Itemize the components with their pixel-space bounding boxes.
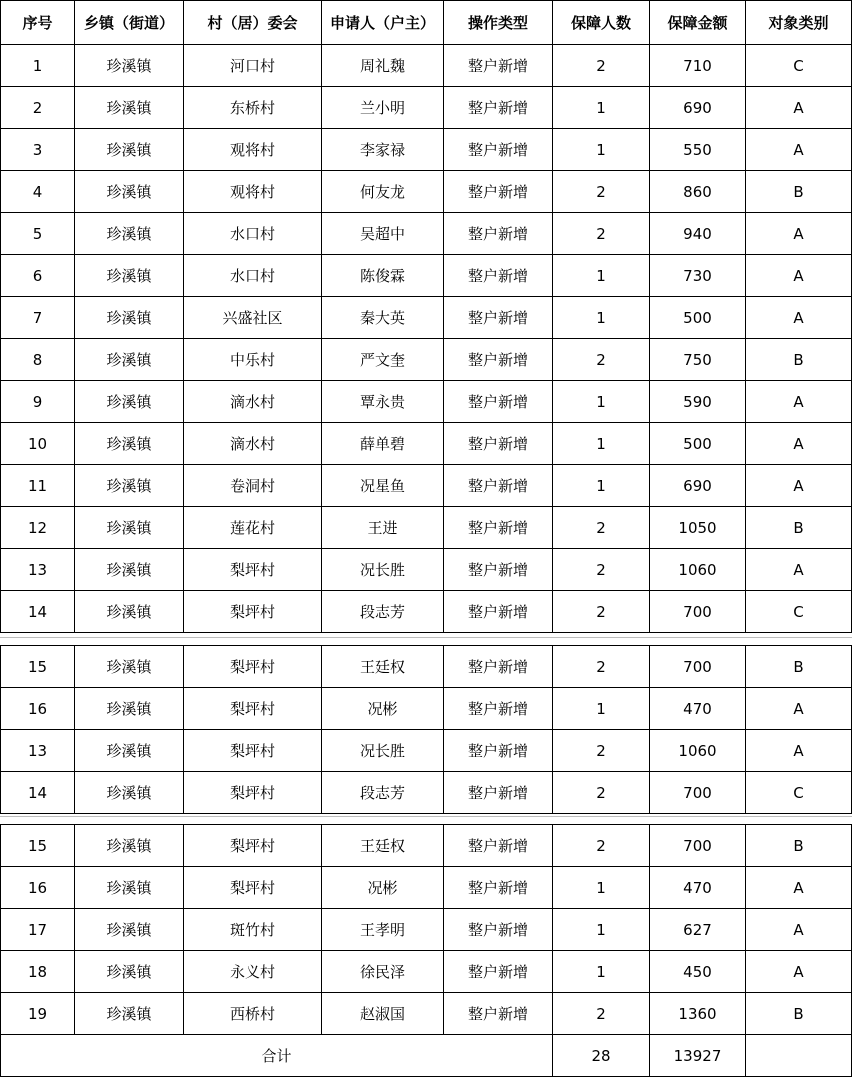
- cell-operation: 整户新增: [444, 45, 553, 87]
- table-row: [1, 867, 852, 909]
- cell-village: 观将村: [184, 129, 322, 171]
- relief-table-part-3: [0, 824, 852, 1077]
- cell-index: 16: [1, 867, 75, 909]
- cell-town: 珍溪镇: [75, 297, 184, 339]
- cell-category: A: [746, 688, 852, 730]
- cell-operation: 整户新增: [444, 297, 553, 339]
- cell-people: 1: [553, 297, 650, 339]
- cell-people: 2: [553, 730, 650, 772]
- cell-amount: 700: [650, 646, 746, 688]
- cell-village: 水口村: [184, 255, 322, 297]
- cell-operation: 整户新增: [444, 507, 553, 549]
- cell-applicant: 秦大英: [322, 297, 444, 339]
- cell-operation: 整户新增: [444, 867, 553, 909]
- table-row: [1, 688, 852, 730]
- cell-applicant: 况彬: [322, 688, 444, 730]
- cell-category: A: [746, 730, 852, 772]
- cell-people: 2: [553, 171, 650, 213]
- cell-amount: 700: [650, 591, 746, 633]
- cell-people: 1: [553, 465, 650, 507]
- table-row: [1, 951, 852, 993]
- cell-category: A: [746, 213, 852, 255]
- cell-people: 2: [553, 993, 650, 1035]
- cell-amount: 710: [650, 45, 746, 87]
- cell-category: A: [746, 297, 852, 339]
- cell-operation: 整户新增: [444, 465, 553, 507]
- cell-index: 8: [1, 339, 75, 381]
- cell-town: 珍溪镇: [75, 507, 184, 549]
- table-row: [1, 591, 852, 633]
- cell-index: 6: [1, 255, 75, 297]
- cell-applicant: 段志芳: [322, 591, 444, 633]
- cell-town: 珍溪镇: [75, 129, 184, 171]
- table-row: [1, 825, 852, 867]
- cell-amount: 700: [650, 825, 746, 867]
- cell-index: 11: [1, 465, 75, 507]
- cell-people: 2: [553, 646, 650, 688]
- cell-town: 珍溪镇: [75, 730, 184, 772]
- cell-amount: 700: [650, 772, 746, 814]
- cell-village: 梨坪村: [184, 825, 322, 867]
- cell-applicant: 王孝明: [322, 909, 444, 951]
- cell-operation: 整户新增: [444, 772, 553, 814]
- cell-town: 珍溪镇: [75, 867, 184, 909]
- cell-town: 珍溪镇: [75, 951, 184, 993]
- total-amount: 13927: [650, 1035, 746, 1077]
- cell-amount: 590: [650, 381, 746, 423]
- table-segment-2: [0, 645, 851, 814]
- cell-people: 1: [553, 381, 650, 423]
- cell-town: 珍溪镇: [75, 87, 184, 129]
- header-category: 对象类别: [746, 1, 852, 45]
- cell-operation: 整户新增: [444, 951, 553, 993]
- cell-town: 珍溪镇: [75, 825, 184, 867]
- table-row: [1, 213, 852, 255]
- cell-index: 4: [1, 171, 75, 213]
- table-row: [1, 381, 852, 423]
- table-segment-3: [0, 824, 851, 1077]
- cell-town: 珍溪镇: [75, 993, 184, 1035]
- table-row: [1, 339, 852, 381]
- cell-applicant: 赵淑国: [322, 993, 444, 1035]
- cell-people: 2: [553, 45, 650, 87]
- table-row: [1, 171, 852, 213]
- cell-category: B: [746, 339, 852, 381]
- table-header-row: [1, 1, 852, 45]
- cell-operation: 整户新增: [444, 87, 553, 129]
- relief-table-part-2: [0, 645, 852, 814]
- cell-operation: 整户新增: [444, 646, 553, 688]
- cell-amount: 750: [650, 339, 746, 381]
- cell-applicant: 况长胜: [322, 730, 444, 772]
- table-row: [1, 465, 852, 507]
- cell-town: 珍溪镇: [75, 465, 184, 507]
- cell-village: 永义村: [184, 951, 322, 993]
- cell-village: 梨坪村: [184, 772, 322, 814]
- cell-index: 13: [1, 549, 75, 591]
- cell-category: B: [746, 171, 852, 213]
- cell-category: A: [746, 129, 852, 171]
- cell-town: 珍溪镇: [75, 213, 184, 255]
- cell-people: 1: [553, 423, 650, 465]
- cell-village: 梨坪村: [184, 688, 322, 730]
- cell-village: 卷洞村: [184, 465, 322, 507]
- total-people: 28: [553, 1035, 650, 1077]
- cell-applicant: 陈俊霖: [322, 255, 444, 297]
- table-row: [1, 549, 852, 591]
- header-amount: 保障金额: [650, 1, 746, 45]
- cell-village: 兴盛社区: [184, 297, 322, 339]
- cell-category: A: [746, 867, 852, 909]
- cell-people: 2: [553, 507, 650, 549]
- cell-applicant: 薛单碧: [322, 423, 444, 465]
- cell-amount: 470: [650, 688, 746, 730]
- cell-amount: 860: [650, 171, 746, 213]
- cell-village: 东桥村: [184, 87, 322, 129]
- cell-index: 15: [1, 825, 75, 867]
- cell-town: 珍溪镇: [75, 45, 184, 87]
- cell-town: 珍溪镇: [75, 646, 184, 688]
- cell-village: 河口村: [184, 45, 322, 87]
- cell-applicant: 段志芳: [322, 772, 444, 814]
- cell-index: 12: [1, 507, 75, 549]
- cell-amount: 1060: [650, 730, 746, 772]
- cell-operation: 整户新增: [444, 591, 553, 633]
- cell-operation: 整户新增: [444, 730, 553, 772]
- cell-village: 梨坪村: [184, 646, 322, 688]
- cell-index: 13: [1, 730, 75, 772]
- cell-town: 珍溪镇: [75, 591, 184, 633]
- cell-amount: 500: [650, 297, 746, 339]
- cell-village: 观将村: [184, 171, 322, 213]
- cell-people: 2: [553, 591, 650, 633]
- cell-amount: 690: [650, 87, 746, 129]
- table-row: [1, 129, 852, 171]
- cell-village: 梨坪村: [184, 591, 322, 633]
- cell-index: 2: [1, 87, 75, 129]
- cell-operation: 整户新增: [444, 909, 553, 951]
- cell-operation: 整户新增: [444, 255, 553, 297]
- cell-index: 19: [1, 993, 75, 1035]
- cell-amount: 690: [650, 465, 746, 507]
- cell-category: C: [746, 591, 852, 633]
- cell-amount: 1050: [650, 507, 746, 549]
- header-people: 保障人数: [553, 1, 650, 45]
- table-row: [1, 909, 852, 951]
- cell-town: 珍溪镇: [75, 171, 184, 213]
- cell-town: 珍溪镇: [75, 255, 184, 297]
- cell-operation: 整户新增: [444, 213, 553, 255]
- table-row: [1, 993, 852, 1035]
- cell-amount: 450: [650, 951, 746, 993]
- cell-category: B: [746, 646, 852, 688]
- cell-index: 18: [1, 951, 75, 993]
- cell-applicant: 王廷权: [322, 825, 444, 867]
- cell-village: 水口村: [184, 213, 322, 255]
- cell-category: A: [746, 381, 852, 423]
- cell-applicant: 覃永贵: [322, 381, 444, 423]
- cell-amount: 730: [650, 255, 746, 297]
- cell-index: 16: [1, 688, 75, 730]
- cell-operation: 整户新增: [444, 171, 553, 213]
- cell-town: 珍溪镇: [75, 423, 184, 465]
- cell-village: 滴水村: [184, 423, 322, 465]
- cell-town: 珍溪镇: [75, 688, 184, 730]
- cell-category: B: [746, 507, 852, 549]
- page-break-line: [0, 816, 852, 817]
- cell-index: 10: [1, 423, 75, 465]
- table-row: [1, 772, 852, 814]
- cell-village: 中乐村: [184, 339, 322, 381]
- cell-category: C: [746, 45, 852, 87]
- cell-town: 珍溪镇: [75, 772, 184, 814]
- table-row: [1, 730, 852, 772]
- cell-operation: 整户新增: [444, 423, 553, 465]
- cell-index: 1: [1, 45, 75, 87]
- cell-applicant: 周礼魏: [322, 45, 444, 87]
- header-applicant: 申请人（户主）: [322, 1, 444, 45]
- cell-applicant: 况星鱼: [322, 465, 444, 507]
- cell-applicant: 况长胜: [322, 549, 444, 591]
- cell-index: 5: [1, 213, 75, 255]
- cell-village: 滴水村: [184, 381, 322, 423]
- cell-applicant: 王廷权: [322, 646, 444, 688]
- cell-category: B: [746, 825, 852, 867]
- cell-people: 1: [553, 688, 650, 730]
- cell-people: 1: [553, 867, 650, 909]
- cell-operation: 整户新增: [444, 129, 553, 171]
- cell-people: 2: [553, 772, 650, 814]
- cell-index: 9: [1, 381, 75, 423]
- cell-index: 7: [1, 297, 75, 339]
- header-operation: 操作类型: [444, 1, 553, 45]
- cell-amount: 550: [650, 129, 746, 171]
- page-break-line: [0, 637, 852, 638]
- header-village: 村（居）委会: [184, 1, 322, 45]
- cell-applicant: 何友龙: [322, 171, 444, 213]
- cell-operation: 整户新增: [444, 381, 553, 423]
- cell-village: 梨坪村: [184, 730, 322, 772]
- cell-applicant: 吴超中: [322, 213, 444, 255]
- cell-town: 珍溪镇: [75, 381, 184, 423]
- cell-people: 1: [553, 951, 650, 993]
- cell-category: A: [746, 87, 852, 129]
- cell-applicant: 李家禄: [322, 129, 444, 171]
- cell-people: 2: [553, 339, 650, 381]
- cell-town: 珍溪镇: [75, 549, 184, 591]
- cell-category: A: [746, 423, 852, 465]
- cell-applicant: 徐民泽: [322, 951, 444, 993]
- cell-people: 1: [553, 87, 650, 129]
- cell-people: 1: [553, 909, 650, 951]
- table-row: [1, 255, 852, 297]
- table-row: [1, 45, 852, 87]
- cell-people: 2: [553, 213, 650, 255]
- table-row: [1, 646, 852, 688]
- total-label: 合计: [1, 1035, 553, 1077]
- cell-operation: 整户新增: [444, 825, 553, 867]
- cell-applicant: 严文奎: [322, 339, 444, 381]
- cell-amount: 940: [650, 213, 746, 255]
- header-town: 乡镇（街道）: [75, 1, 184, 45]
- cell-category: A: [746, 909, 852, 951]
- total-category-empty: [746, 1035, 852, 1077]
- cell-index: 14: [1, 772, 75, 814]
- cell-applicant: 况彬: [322, 867, 444, 909]
- cell-applicant: 兰小明: [322, 87, 444, 129]
- cell-village: 西桥村: [184, 993, 322, 1035]
- cell-category: A: [746, 951, 852, 993]
- cell-category: A: [746, 465, 852, 507]
- table-row: [1, 507, 852, 549]
- table-row: [1, 423, 852, 465]
- cell-people: 2: [553, 825, 650, 867]
- cell-amount: 1360: [650, 993, 746, 1035]
- cell-village: 莲花村: [184, 507, 322, 549]
- cell-operation: 整户新增: [444, 549, 553, 591]
- cell-amount: 1060: [650, 549, 746, 591]
- total-row: [1, 1035, 852, 1077]
- cell-village: 梨坪村: [184, 549, 322, 591]
- table-row: [1, 297, 852, 339]
- header-index: 序号: [1, 1, 75, 45]
- cell-amount: 470: [650, 867, 746, 909]
- cell-applicant: 王进: [322, 507, 444, 549]
- cell-people: 2: [553, 549, 650, 591]
- cell-index: 3: [1, 129, 75, 171]
- cell-village: 梨坪村: [184, 867, 322, 909]
- cell-amount: 500: [650, 423, 746, 465]
- cell-category: A: [746, 549, 852, 591]
- cell-operation: 整户新增: [444, 993, 553, 1035]
- cell-people: 1: [553, 129, 650, 171]
- cell-town: 珍溪镇: [75, 909, 184, 951]
- cell-village: 斑竹村: [184, 909, 322, 951]
- cell-category: C: [746, 772, 852, 814]
- cell-operation: 整户新增: [444, 688, 553, 730]
- cell-index: 14: [1, 591, 75, 633]
- cell-index: 17: [1, 909, 75, 951]
- cell-amount: 627: [650, 909, 746, 951]
- cell-category: B: [746, 993, 852, 1035]
- cell-people: 1: [553, 255, 650, 297]
- table-row: [1, 87, 852, 129]
- cell-operation: 整户新增: [444, 339, 553, 381]
- cell-town: 珍溪镇: [75, 339, 184, 381]
- cell-index: 15: [1, 646, 75, 688]
- cell-category: A: [746, 255, 852, 297]
